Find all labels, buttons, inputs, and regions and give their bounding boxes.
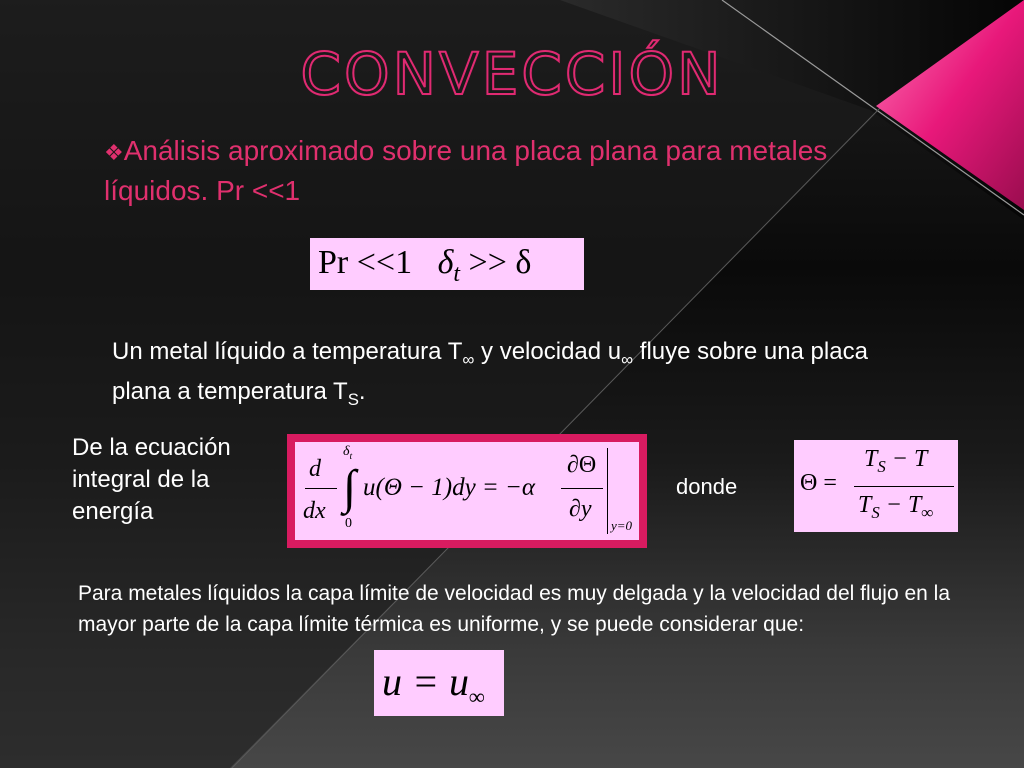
infinity-sub-1: ∞ <box>462 349 475 369</box>
theta-num-rest: − T <box>885 446 928 472</box>
para1-text-1: Un metal líquido a temperatura T <box>112 338 463 365</box>
integral-label: De la ecuación integral de la energía <box>72 434 231 525</box>
fraction-bar-2 <box>561 488 603 489</box>
theta-lhs: Θ = <box>800 470 837 496</box>
surface-sub: S <box>347 389 359 409</box>
d-numerator: d <box>309 456 321 482</box>
partial-denominator: ∂y <box>569 496 592 522</box>
theta-num-sub: S <box>877 456 886 476</box>
bullet-text: Análisis aproximado sobre una placa plana para metales líquidos. Pr <<1 <box>104 135 828 206</box>
theta-equation-box <box>794 440 958 532</box>
upper-limit-sub: t <box>349 450 353 462</box>
evaluation-bar <box>607 448 608 534</box>
pr-relation: Pr <<1 <box>318 244 413 281</box>
para1-text-2: y velocidad u <box>474 338 622 365</box>
velocity-equation: u = u <box>382 659 469 704</box>
lower-limit: 0 <box>345 516 352 531</box>
upper-limit: δ <box>343 444 350 459</box>
prandtl-formula-box <box>310 238 584 290</box>
para1-text-4: . <box>358 377 366 405</box>
velocity-equation-box <box>374 650 504 716</box>
velocity-inf: ∞ <box>469 684 485 709</box>
integrand: u(Θ − 1)dy = −α <box>363 474 536 501</box>
delta-relation: >> δ <box>468 244 532 281</box>
infinity-sub-2: ∞ <box>621 349 634 369</box>
bullet-heading <box>104 132 894 210</box>
donde-label: donde <box>676 474 738 499</box>
theta-num-t: T <box>864 446 878 472</box>
delta-subscript: t <box>453 260 461 287</box>
theta-den-inf: ∞ <box>921 502 934 522</box>
d-denominator: dx <box>303 498 326 524</box>
integral-equation-box <box>295 442 639 540</box>
diamond-bullet-icon: ❖ <box>104 140 124 165</box>
partial-numerator: ∂Θ <box>567 452 597 478</box>
theta-den-t: T <box>858 492 872 518</box>
conclusion-paragraph: Para metales líquidos la capa límite de velocidad es muy delgada y la velocidad del flujo en la mayor parte de la capa límite térmica es uniforme, y se puede considerar que: <box>78 582 951 636</box>
slide-title: CONVECCIÓN <box>300 40 724 108</box>
theta-den-rest: − T <box>879 492 922 518</box>
fraction-bar-1 <box>305 488 337 489</box>
description-paragraph <box>112 336 902 416</box>
integral-sign: ∫ <box>343 461 357 514</box>
para1-text-3: fluye sobre una placa plana a temperatura T <box>112 338 868 405</box>
theta-den-sub: S <box>871 502 880 522</box>
delta-symbol: δ <box>437 244 454 281</box>
theta-fraction-bar <box>854 486 954 487</box>
evaluation-point: y=0 <box>611 518 633 533</box>
